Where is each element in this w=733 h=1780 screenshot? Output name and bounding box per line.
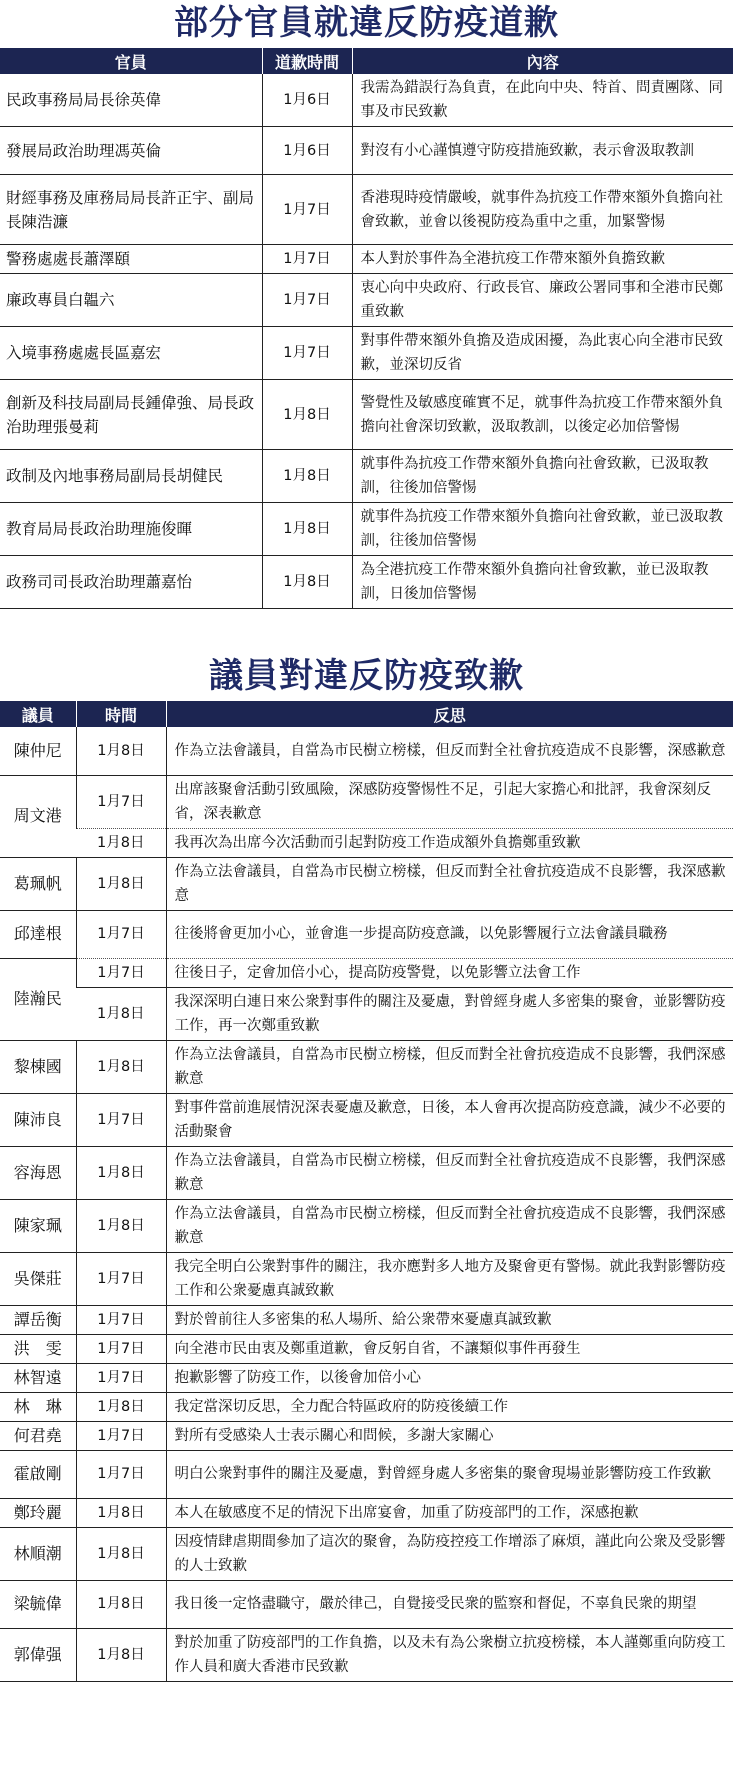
official-name: 創新及科技局副局長鍾偉強、局長政治助理張曼莉 bbox=[0, 380, 262, 450]
apology-date: 1月8日 bbox=[76, 987, 166, 1040]
legislator-row bbox=[0, 1146, 733, 1199]
legislators-header-date: 時間 bbox=[76, 701, 166, 727]
legislator-row bbox=[0, 910, 733, 958]
apology-date: 1月7日 bbox=[262, 175, 352, 245]
official-row bbox=[0, 175, 733, 245]
reflection-text: 作為立法會議員，自當為市民樹立榜樣，但反而對全社會抗疫造成不良影響，我們深感歉意 bbox=[166, 1040, 733, 1093]
reflection-text: 本人在敏感度不足的情況下出席宴會，加重了防疫部門的工作，深感抱歉 bbox=[166, 1498, 733, 1527]
apology-date: 1月7日 bbox=[76, 1363, 166, 1392]
apology-date: 1月8日 bbox=[76, 1498, 166, 1527]
reflection-text: 作為立法會議員，自當為市民樹立榜樣，但反而對全社會抗疫造成不良影響，我們深感歉意 bbox=[166, 1199, 733, 1252]
legislator-name: 何君堯 bbox=[0, 1421, 76, 1450]
apology-date: 1月7日 bbox=[76, 958, 166, 987]
legislator-name: 鄭玲麗 bbox=[0, 1498, 76, 1527]
apology-date: 1月8日 bbox=[76, 727, 166, 775]
apology-date: 1月7日 bbox=[76, 1421, 166, 1450]
official-row bbox=[0, 450, 733, 503]
apology-content: 警覺性及敏感度確實不足，就事件為抗疫工作帶來額外負擔向社會深切致歉，汲取教訓，以後定必加倍警惕 bbox=[352, 380, 733, 450]
legislator-row bbox=[0, 1421, 733, 1450]
apology-date: 1月7日 bbox=[76, 1305, 166, 1334]
official-name: 教育局局長政治助理施俊暉 bbox=[0, 503, 262, 556]
apology-date: 1月8日 bbox=[262, 450, 352, 503]
apology-content: 對事件帶來額外負擔及造成困擾，為此衷心向全港市民致歉，並深切反省 bbox=[352, 327, 733, 380]
legislator-row bbox=[0, 1334, 733, 1363]
legislator-name: 周文港 bbox=[0, 775, 76, 857]
reflection-text: 往後日子，定會加倍小心，提高防疫警覺，以免影響立法會工作 bbox=[166, 958, 733, 987]
legislators-table bbox=[0, 701, 733, 1682]
apology-content: 本人對於事件為全港抗疫工作帶來額外負擔致歉 bbox=[352, 245, 733, 274]
apology-date: 1月8日 bbox=[76, 1392, 166, 1421]
legislator-name: 邱達根 bbox=[0, 910, 76, 958]
reflection-text: 抱歉影響了防疫工作，以後會加倍小心 bbox=[166, 1363, 733, 1392]
apology-date: 1月7日 bbox=[76, 1252, 166, 1305]
official-name: 財經事務及庫務局局長許正宇、副局長陳浩濂 bbox=[0, 175, 262, 245]
reflection-text: 對於加重了防疫部門的工作負擔，以及未有為公衆樹立抗疫榜樣，本人謹鄭重向防疫工作人員和廣大香港市民致歉 bbox=[166, 1628, 733, 1681]
legislator-name: 葛珮帆 bbox=[0, 857, 76, 910]
officials-header-date: 道歉時間 bbox=[262, 48, 352, 74]
legislator-name: 吳傑莊 bbox=[0, 1252, 76, 1305]
reflection-text: 對於曾前往人多密集的私人場所、給公衆帶來憂慮真誠致歉 bbox=[166, 1305, 733, 1334]
reflection-text: 我日後一定恪盡職守，嚴於律己，自覺接受民衆的監察和督促，不辜負民衆的期望 bbox=[166, 1580, 733, 1628]
official-row bbox=[0, 380, 733, 450]
apology-date: 1月8日 bbox=[76, 857, 166, 910]
apology-date: 1月6日 bbox=[262, 74, 352, 127]
reflection-text: 往後將會更加小心，並會進一步提高防疫意識，以免影響履行立法會議員職務 bbox=[166, 910, 733, 958]
legislator-row bbox=[0, 1392, 733, 1421]
legislator-name: 洪 雯 bbox=[0, 1334, 76, 1363]
apology-date: 1月7日 bbox=[262, 245, 352, 274]
reflection-text: 我完全明白公衆對事件的關注，我亦應對多人地方及聚會更有警惕。就此我對影響防疫工作和公衆憂慮真誠致歉 bbox=[166, 1252, 733, 1305]
legislator-row bbox=[0, 1093, 733, 1146]
apology-content: 就事件為抗疫工作帶來額外負擔向社會致歉，已汲取教訓，往後加倍警惕 bbox=[352, 450, 733, 503]
legislator-row bbox=[0, 775, 733, 828]
apology-date: 1月7日 bbox=[262, 327, 352, 380]
official-name: 政務司司長政治助理蕭嘉怡 bbox=[0, 556, 262, 609]
official-row bbox=[0, 245, 733, 274]
legislators-header-reflection: 反思 bbox=[166, 701, 733, 727]
reflection-text: 我再次為出席今次活動而引起對防疫工作造成額外負擔鄭重致歉 bbox=[166, 828, 733, 857]
reflection-text: 作為立法會議員，自當為市民樹立榜樣，但反而對全社會抗疫造成不良影響，我深感歉意 bbox=[166, 857, 733, 910]
legislator-row bbox=[0, 1527, 733, 1580]
official-name: 民政事務局局長徐英偉 bbox=[0, 74, 262, 127]
apology-content: 就事件為抗疫工作帶來額外負擔向社會致歉，並已汲取教訓，往後加倍警惕 bbox=[352, 503, 733, 556]
apology-content: 我需為錯誤行為負責，在此向中央、特首、問責團隊、同事及市民致歉 bbox=[352, 74, 733, 127]
apology-date: 1月8日 bbox=[262, 380, 352, 450]
legislator-row bbox=[0, 987, 733, 1040]
officials-header-content: 內容 bbox=[352, 48, 733, 74]
legislator-row bbox=[0, 1252, 733, 1305]
reflection-text: 向全港市民由衷及鄭重道歉，會反躬自省，不讓類似事件再發生 bbox=[166, 1334, 733, 1363]
legislator-row bbox=[0, 828, 733, 857]
legislator-name: 黎棟國 bbox=[0, 1040, 76, 1093]
officials-table bbox=[0, 48, 733, 609]
apology-date: 1月8日 bbox=[76, 1628, 166, 1681]
apology-content: 對沒有小心謹慎遵守防疫措施致歉，表示會汲取教訓 bbox=[352, 127, 733, 175]
legislator-name: 林智遠 bbox=[0, 1363, 76, 1392]
legislator-name: 陳家珮 bbox=[0, 1199, 76, 1252]
apology-date: 1月8日 bbox=[76, 828, 166, 857]
official-row bbox=[0, 556, 733, 609]
official-name: 政制及內地事務局副局長胡健民 bbox=[0, 450, 262, 503]
apology-content: 為全港抗疫工作帶來額外負擔向社會致歉，並已汲取教訓，日後加倍警惕 bbox=[352, 556, 733, 609]
legislator-row bbox=[0, 1040, 733, 1093]
legislator-name: 譚岳衡 bbox=[0, 1305, 76, 1334]
official-row bbox=[0, 503, 733, 556]
legislator-name: 陳沛良 bbox=[0, 1093, 76, 1146]
apology-date: 1月8日 bbox=[76, 1199, 166, 1252]
apology-date: 1月6日 bbox=[262, 127, 352, 175]
legislator-row bbox=[0, 857, 733, 910]
legislator-row bbox=[0, 1363, 733, 1392]
legislator-row bbox=[0, 727, 733, 775]
reflection-text: 因疫情肆虐期間參加了這次的聚會，為防疫控疫工作增添了麻煩，謹此向公衆及受影響的人士致歉 bbox=[166, 1527, 733, 1580]
reflection-text: 我深深明白連日來公衆對事件的關注及憂慮，對曾經身處人多密集的聚會，並影響防疫工作，再一次鄭重致歉 bbox=[166, 987, 733, 1040]
official-name: 警務處處長蕭澤頤 bbox=[0, 245, 262, 274]
reflection-text: 對事件當前進展情況深表憂慮及歉意，日後，本人會再次提高防疫意識，減少不必要的活動聚會 bbox=[166, 1093, 733, 1146]
legislator-name: 陳仲尼 bbox=[0, 727, 76, 775]
official-name: 發展局政治助理馮英倫 bbox=[0, 127, 262, 175]
apology-date: 1月8日 bbox=[76, 1146, 166, 1199]
legislator-row bbox=[0, 958, 733, 987]
apology-date: 1月8日 bbox=[76, 1040, 166, 1093]
apology-date: 1月7日 bbox=[76, 775, 166, 828]
official-row bbox=[0, 274, 733, 327]
official-name: 入境事務處處長區嘉宏 bbox=[0, 327, 262, 380]
reflection-text: 明白公衆對事件的關注及憂慮，對曾經身處人多密集的聚會現場並影響防疫工作致歉 bbox=[166, 1450, 733, 1498]
legislator-row bbox=[0, 1580, 733, 1628]
legislator-row bbox=[0, 1628, 733, 1681]
apology-date: 1月7日 bbox=[262, 274, 352, 327]
apology-date: 1月8日 bbox=[76, 1527, 166, 1580]
legislator-name: 容海恩 bbox=[0, 1146, 76, 1199]
apology-date: 1月8日 bbox=[262, 503, 352, 556]
apology-date: 1月7日 bbox=[76, 1093, 166, 1146]
reflection-text: 出席該聚會活動引致風險，深感防疫警惕性不足，引起大家擔心和批評，我會深刻反省，深表歉意 bbox=[166, 775, 733, 828]
legislators-title: 議員對違反防疫致歉 bbox=[209, 656, 524, 696]
legislators-header-member: 議員 bbox=[0, 701, 76, 727]
official-row bbox=[0, 74, 733, 127]
legislator-name: 霍啟剛 bbox=[0, 1450, 76, 1498]
apology-date: 1月7日 bbox=[76, 910, 166, 958]
officials-header-official: 官員 bbox=[0, 48, 262, 74]
legislator-row bbox=[0, 1498, 733, 1527]
legislator-row bbox=[0, 1199, 733, 1252]
official-row bbox=[0, 327, 733, 380]
apology-date: 1月8日 bbox=[262, 556, 352, 609]
reflection-text: 對所有受感染人士表示關心和問候，多謝大家關心 bbox=[166, 1421, 733, 1450]
reflection-text: 作為立法會議員，自當為市民樹立榜樣，但反而對全社會抗疫造成不良影響，我們深感歉意 bbox=[166, 1146, 733, 1199]
officials-title: 部分官員就違反防疫道歉 bbox=[174, 3, 559, 43]
legislator-name: 林順潮 bbox=[0, 1527, 76, 1580]
official-row bbox=[0, 127, 733, 175]
legislator-name: 陸瀚民 bbox=[0, 958, 76, 1040]
reflection-text: 我定當深切反思，全力配合特區政府的防疫後續工作 bbox=[166, 1392, 733, 1421]
apology-date: 1月7日 bbox=[76, 1450, 166, 1498]
legislator-name: 郭偉强 bbox=[0, 1628, 76, 1681]
legislator-row bbox=[0, 1305, 733, 1334]
apology-content: 香港現時疫情嚴峻，就事件為抗疫工作帶來額外負擔向社會致歉，並會以後視防疫為重中之重，加緊警惕 bbox=[352, 175, 733, 245]
apology-content: 衷心向中央政府、行政長官、廉政公署同事和全港市民鄭重致歉 bbox=[352, 274, 733, 327]
apology-date: 1月7日 bbox=[76, 1334, 166, 1363]
official-name: 廉政專員白韞六 bbox=[0, 274, 262, 327]
reflection-text: 作為立法會議員，自當為市民樹立榜樣，但反而對全社會抗疫造成不良影響，深感歉意 bbox=[166, 727, 733, 775]
legislator-row bbox=[0, 1450, 733, 1498]
legislator-name: 林 琳 bbox=[0, 1392, 76, 1421]
apology-date: 1月8日 bbox=[76, 1580, 166, 1628]
legislator-name: 梁毓偉 bbox=[0, 1580, 76, 1628]
